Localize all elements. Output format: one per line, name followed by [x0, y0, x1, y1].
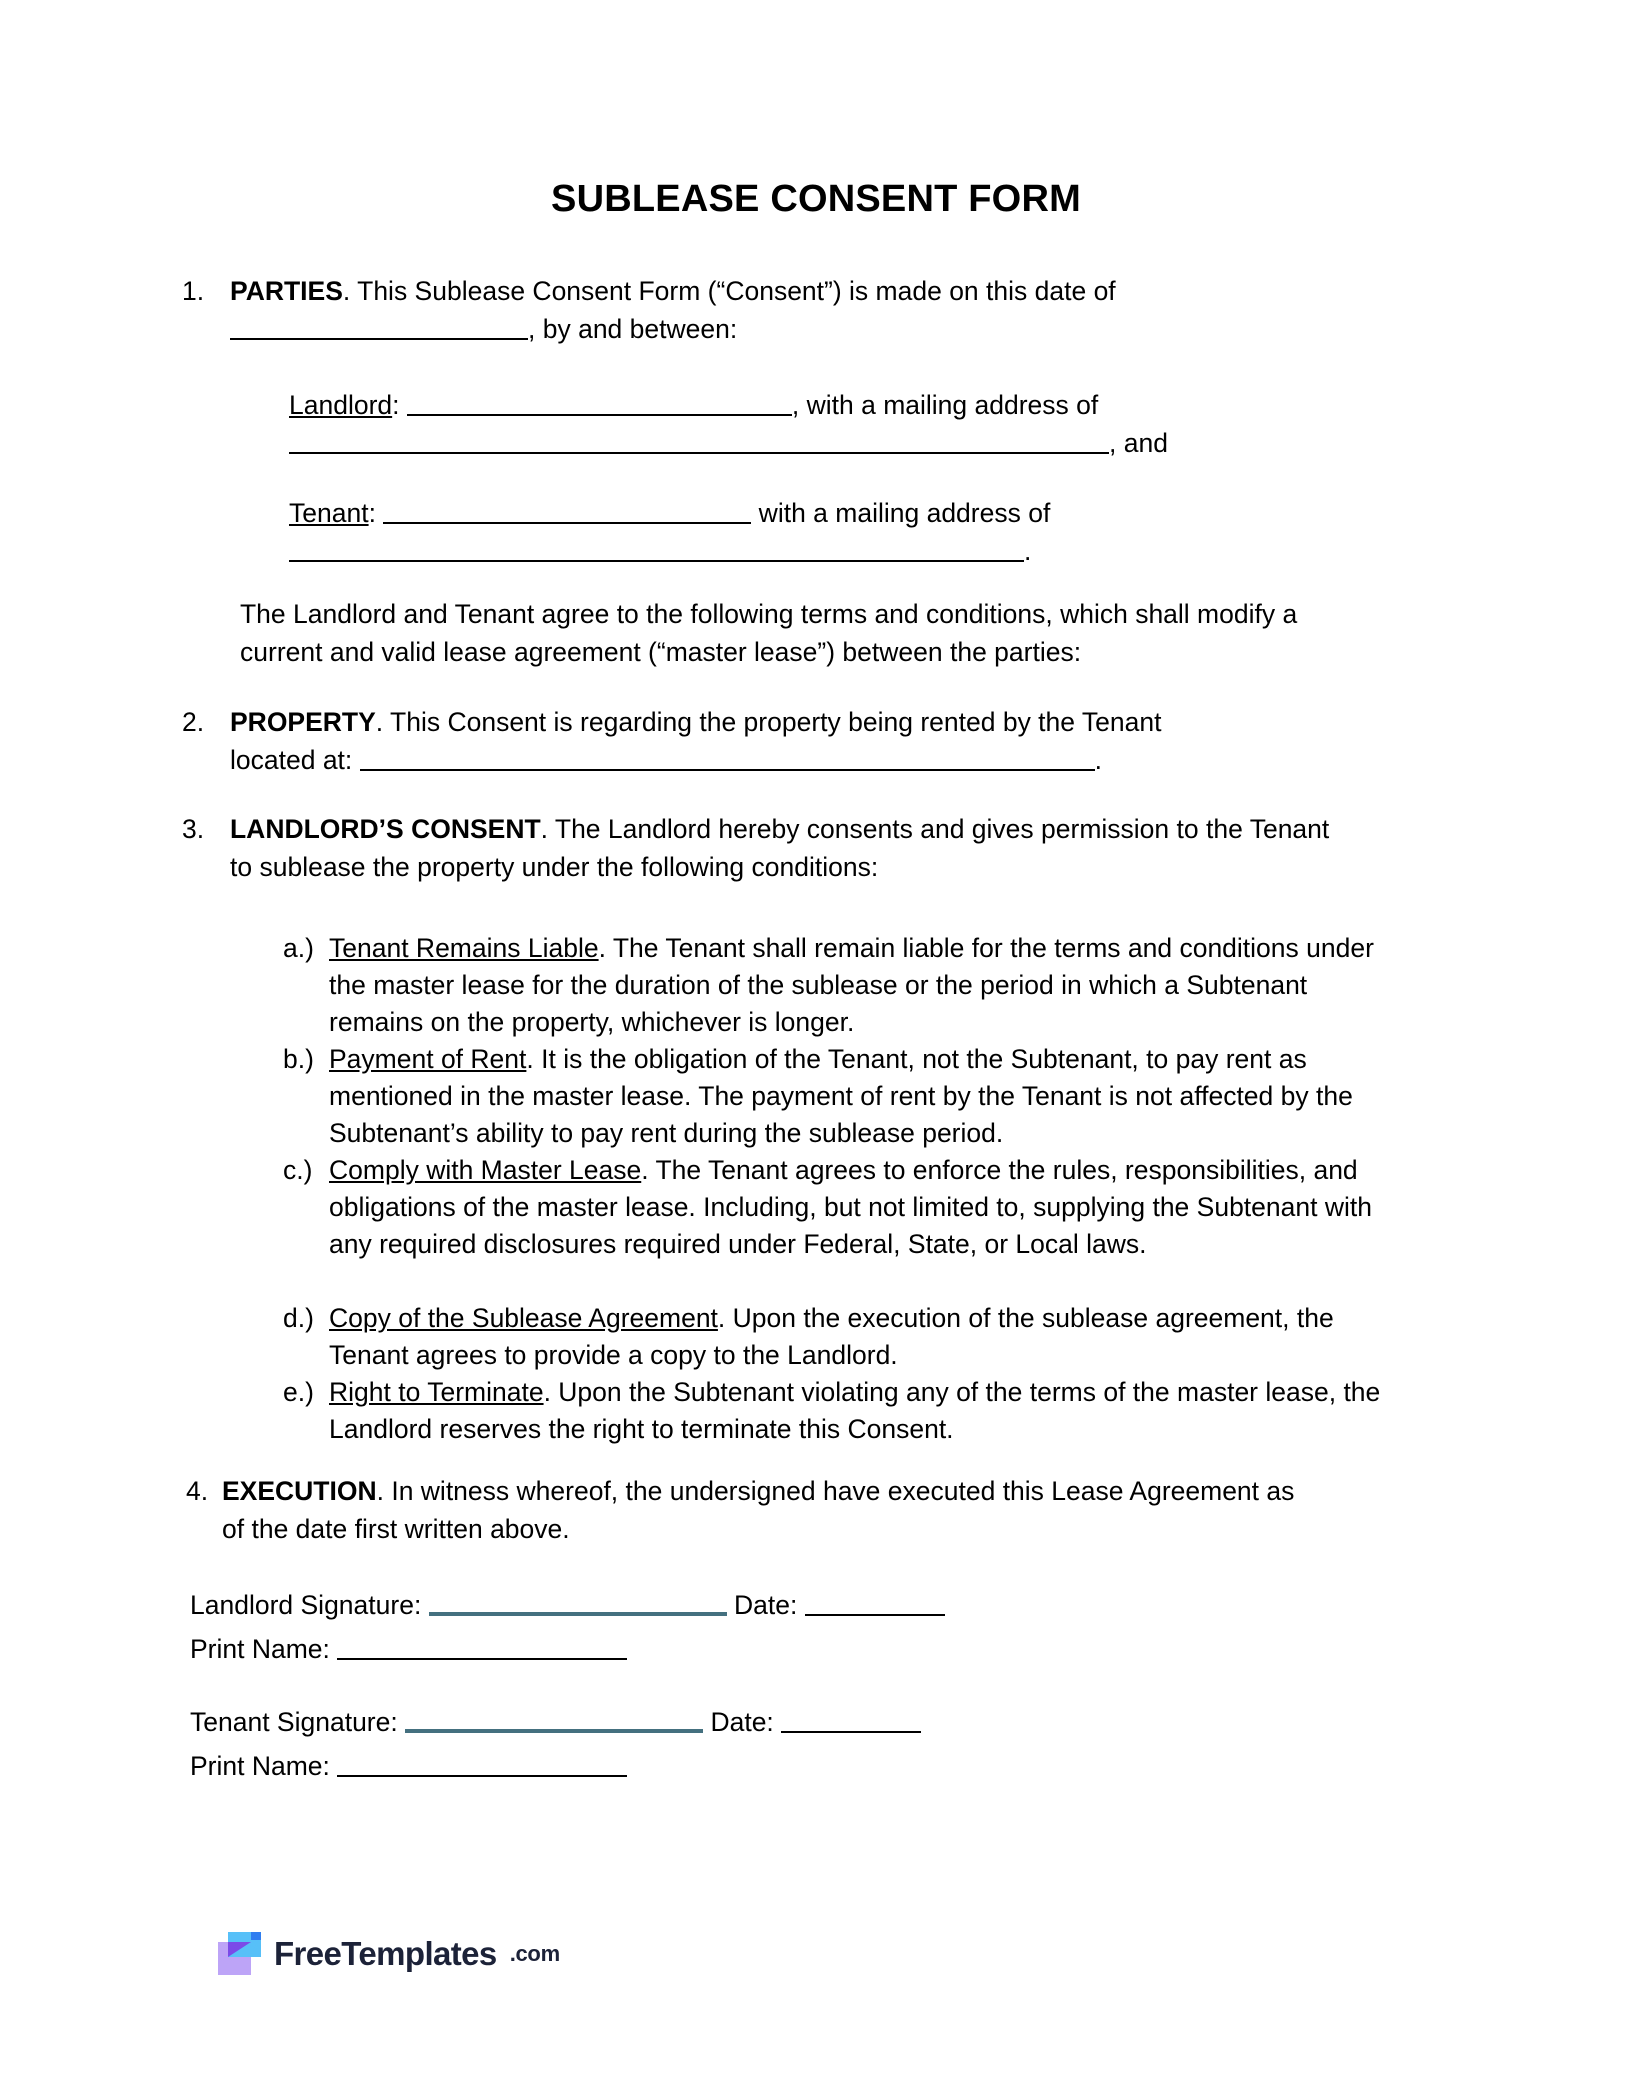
tenant-label: Tenant [289, 498, 369, 528]
clause-property [182, 703, 1347, 779]
clause-parties-number: 1. [182, 276, 205, 306]
condition-c-text: . The Tenant agrees to enforce the rules, responsibilities, and obligations of the master lease. Including, but not limited to, supplying the Subtenant with any required disclosures required under Federal, State, or Local laws. [329, 1155, 1372, 1259]
landlord-date-label: Date: [726, 1590, 805, 1620]
condition-a-title: Tenant Remains Liable [329, 933, 599, 963]
condition-e-text: . Upon the Subtenant violating any of the terms of the master lease, the Landlord reserves the right to terminate this Consent. [329, 1377, 1381, 1444]
condition-c-body [329, 1152, 1393, 1263]
tenant-party-block [289, 494, 1344, 570]
clause-landlords-consent [182, 810, 1357, 886]
brand-tld: .com [509, 1940, 560, 1966]
condition-e-title: Right to Terminate [329, 1377, 544, 1407]
condition-a-body [329, 930, 1378, 1041]
landlord-colon: : [392, 390, 407, 420]
landlord-date-blank[interactable] [805, 1589, 945, 1616]
clause-property-located-label: located at: [230, 745, 360, 775]
tenant-address-end: . [1024, 536, 1032, 566]
clause-execution-text: . In witness whereof, the undersigned have executed this Lease Agreement as of the date first written above. [222, 1476, 1295, 1544]
clause-property-text-line2-end: . [1094, 745, 1103, 775]
landlord-print-name-row [190, 1627, 945, 1671]
tenant-name-blank[interactable] [383, 497, 751, 524]
clause-landlords-consent-heading: LANDLORD’S CONSENT [230, 814, 541, 844]
footer-brand-logo[interactable] [218, 1932, 560, 1975]
tenant-address-blank[interactable] [289, 535, 1024, 562]
clause-execution-number: 4. [186, 1476, 209, 1506]
clause-parties-text-after: , by and between: [528, 314, 738, 344]
condition-item-b [283, 1041, 1393, 1152]
clause-landlords-consent-text: . The Landlord hereby consents and gives permission to the Tenant to sublease the property under the following conditions: [230, 814, 1330, 882]
clause-property-text-line1: . This Consent is regarding the property being rented by the Tenant [375, 707, 1162, 737]
tenant-print-name-row [190, 1744, 921, 1788]
tenant-date-label: Date: [703, 1707, 782, 1737]
clause-execution-body [222, 1472, 1306, 1548]
landlord-print-name-blank[interactable] [337, 1633, 627, 1660]
condition-d-text: . Upon the execution of the sublease agreement, the Tenant agrees to provide a copy to the Landlord. [329, 1303, 1334, 1370]
clause-parties-text-before: . This Sublease Consent Form (“Consent”) is made on this date of [342, 276, 1116, 306]
condition-item-e [283, 1374, 1388, 1448]
condition-d-letter: d.) [283, 1303, 314, 1333]
clause-property-body [230, 703, 1347, 779]
date-blank-line[interactable] [230, 313, 528, 340]
landlord-signature-row [190, 1583, 945, 1627]
page-title: SUBLEASE CONSENT FORM [551, 178, 1081, 220]
landlord-signature-blank[interactable] [429, 1587, 727, 1616]
clause-parties-heading: PARTIES [230, 276, 343, 306]
condition-b-letter: b.) [283, 1044, 314, 1074]
tenant-after-blank: with a mailing address of [751, 498, 1051, 528]
clause-landlords-consent-number: 3. [182, 814, 205, 844]
tenant-signature-block [190, 1700, 921, 1788]
landlord-signature-block [190, 1583, 945, 1671]
landlord-signature-label: Landlord Signature: [190, 1590, 429, 1620]
tenant-signature-label: Tenant Signature: [190, 1707, 406, 1737]
condition-b-text: . It is the obligation of the Tenant, not the Subtenant, to pay rent as mentioned in the master lease. The payment of rent by the Tenant is not affected by the Subtenant’s ability to pay rent during the sublease period. [329, 1044, 1353, 1148]
freetemplates-logo-icon [218, 1932, 261, 1975]
landlord-after-blank: , with a mailing address of [791, 390, 1099, 420]
landlord-address-end: , and [1109, 428, 1168, 458]
condition-item-d [283, 1300, 1383, 1374]
condition-e-letter: e.) [283, 1377, 314, 1407]
condition-c-letter: c.) [283, 1155, 313, 1185]
tenant-colon: : [368, 498, 384, 528]
condition-d-body [329, 1300, 1383, 1374]
brand-name: FreeTemplates [274, 1934, 497, 1972]
landlord-print-name-label: Print Name: [190, 1634, 338, 1664]
condition-c-title: Comply with Master Lease [329, 1155, 642, 1185]
tenant-signature-row [190, 1700, 921, 1744]
condition-a-text: . The Tenant shall remain liable for the terms and conditions under the master lease for the duration of the sublease or the period in which a Subtenant remains on the property, whichever is longer. [329, 933, 1374, 1037]
condition-b-body [329, 1041, 1393, 1152]
landlord-party-block [289, 386, 1344, 462]
tenant-signature-blank[interactable] [405, 1704, 703, 1733]
clause-parties [182, 272, 1337, 348]
condition-a-letter: a.) [283, 933, 314, 963]
landlord-name-blank[interactable] [407, 389, 792, 416]
condition-b-title: Payment of Rent [329, 1044, 527, 1074]
condition-d-title: Copy of the Sublease Agreement [329, 1303, 718, 1333]
condition-item-a [283, 930, 1378, 1041]
landlord-address-blank[interactable] [289, 427, 1109, 454]
clause-property-number: 2. [182, 707, 205, 737]
landlord-label: Landlord [289, 390, 393, 420]
tenant-date-blank[interactable] [781, 1706, 921, 1733]
property-address-blank[interactable] [360, 744, 1095, 771]
clause-landlords-consent-body [230, 810, 1357, 886]
logo-blue-corner [251, 1932, 261, 1940]
condition-item-c [283, 1152, 1393, 1263]
clause-property-heading: PROPERTY [230, 707, 376, 737]
agreement-paragraph: The Landlord and Tenant agree to the following terms and conditions, which shall modify a current and valid lease agreement (“master lease”) between the parties: [240, 599, 1298, 667]
clause-execution-heading: EXECUTION [222, 1476, 377, 1506]
condition-e-body [329, 1374, 1388, 1448]
clause-execution [186, 1472, 1306, 1548]
clause-parties-body [230, 272, 1337, 348]
tenant-print-name-label: Print Name: [190, 1751, 338, 1781]
tenant-print-name-blank[interactable] [337, 1750, 627, 1777]
